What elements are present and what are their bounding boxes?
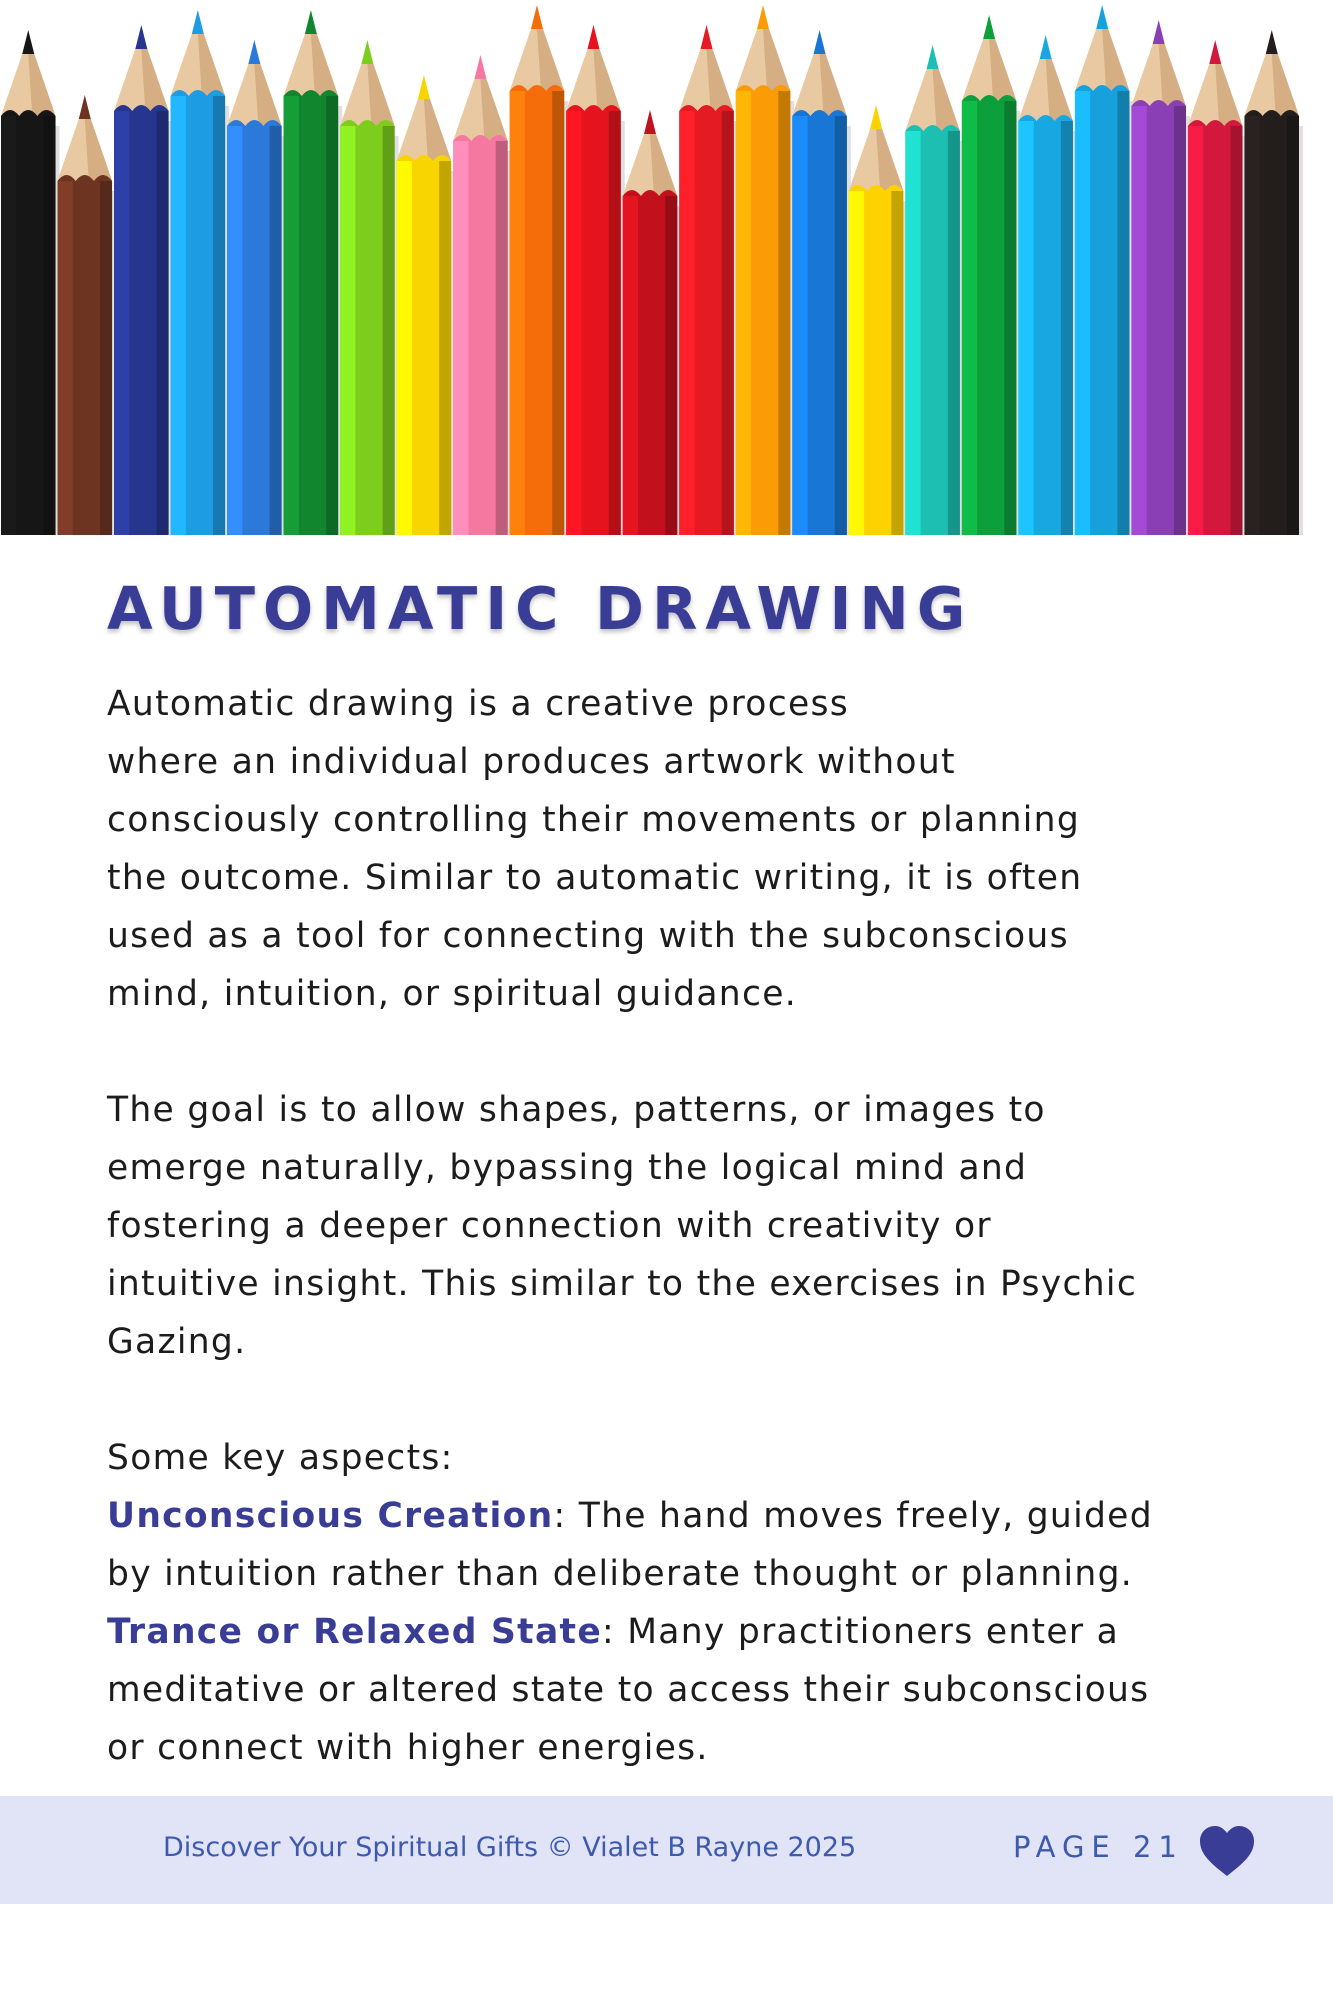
aspect-text: or connect with higher energies.: [107, 1728, 709, 1768]
intro-line: mind, intuition, or spiritual guidance.: [107, 974, 798, 1014]
intro-line: Automatic drawing is a creative process: [107, 684, 850, 724]
heart-icon: [1198, 1824, 1256, 1878]
intro-line: consciously controlling their movements or planning: [107, 800, 1081, 840]
pencil: [679, 25, 738, 535]
paragraph-gap: [107, 1371, 1267, 1429]
pencil: [340, 40, 399, 535]
pencil: [227, 40, 286, 535]
pencil: [736, 5, 795, 535]
pencil: [1244, 30, 1303, 535]
aspect-term: Unconscious Creation: [107, 1496, 554, 1536]
pencil: [1018, 35, 1077, 535]
pencil: [284, 10, 343, 535]
intro-line: where an individual produces artwork without: [107, 742, 956, 782]
aspect-text: : Many practitioners enter a: [602, 1612, 1120, 1652]
pencils-banner-image: [0, 0, 1333, 535]
pencil: [1075, 5, 1134, 535]
aspect-text: by intuition rather than deliberate thought or planning.: [107, 1554, 1134, 1594]
aspect-item-trance-state: [107, 1603, 1267, 1661]
intro-line: used as a tool for connecting with the subconscious: [107, 916, 1069, 956]
aspects-heading: Some key aspects:: [107, 1438, 454, 1478]
pencil: [1188, 40, 1247, 535]
pencil: [905, 45, 964, 535]
aspect-text: meditative or altered state to access their subconscious: [107, 1670, 1150, 1710]
aspect-text: : The hand moves freely, guided: [553, 1496, 1153, 1536]
body-text: [107, 675, 1267, 1777]
pencil: [566, 25, 625, 535]
goal-line: The goal is to allow shapes, patterns, or images to: [107, 1090, 1046, 1130]
aspect-term: Trance or Relaxed State: [107, 1612, 603, 1652]
pencil: [1, 30, 60, 535]
page-title: AUTOMATIC DRAWING: [107, 574, 974, 643]
pencil: [510, 5, 569, 535]
pencil: [114, 25, 173, 535]
footer-bar: [0, 1796, 1333, 1904]
goal-line: fostering a deeper connection with creativity or: [107, 1206, 992, 1246]
pencil: [453, 55, 512, 535]
pencil: [171, 10, 230, 535]
page-number: PAGE 21: [1013, 1830, 1184, 1864]
goal-line: Gazing.: [107, 1322, 247, 1362]
pencil: [1131, 20, 1190, 535]
paragraph-gap: [107, 1023, 1267, 1081]
goal-line: emerge naturally, bypassing the logical mind and: [107, 1148, 1028, 1188]
footer-credit: Discover Your Spiritual Gifts © Vialet B Rayne 2025: [163, 1832, 857, 1863]
intro-line: the outcome. Similar to automatic writing, it is often: [107, 858, 1083, 898]
aspect-item-unconscious-creation: [107, 1487, 1267, 1545]
pencil: [962, 15, 1021, 535]
goal-line: intuitive insight. This similar to the exercises in Psychic: [107, 1264, 1138, 1304]
pencil: [792, 30, 851, 535]
